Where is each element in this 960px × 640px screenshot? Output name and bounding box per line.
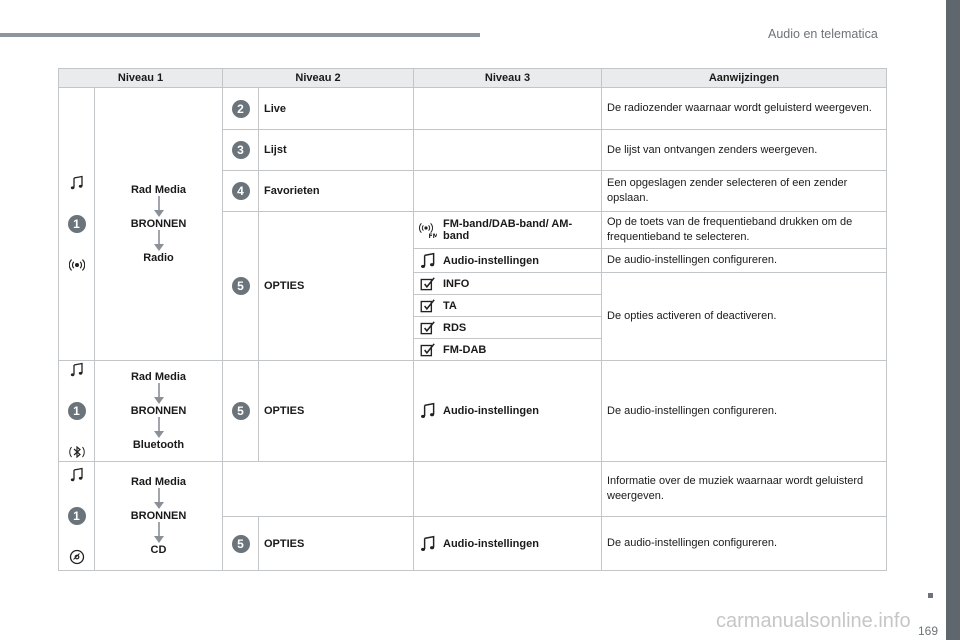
col-header-level3: Niveau 3 — [414, 69, 602, 88]
music-note-icon — [419, 402, 437, 420]
cd-icon — [69, 549, 85, 565]
level2-live: Live — [259, 88, 414, 130]
checkbox-icon — [419, 341, 437, 359]
step-badge-5: 5 — [232, 535, 250, 553]
level3-info: INFO — [443, 277, 470, 290]
badge-cell — [223, 361, 259, 462]
col-header-level1: Niveau 1 — [59, 69, 223, 88]
level2-opties: OPTIES — [259, 361, 414, 462]
flow-rad-media: Rad Media — [130, 184, 186, 196]
page-number: 169 — [917, 624, 938, 638]
level2-opties: OPTIES — [259, 212, 414, 361]
table-header-row — [59, 69, 887, 88]
level3-cell — [414, 249, 602, 273]
level3-cell — [414, 361, 602, 462]
note-info: Informatie over de muziek waarnaar wordt geluisterd weergeven. — [602, 462, 887, 517]
radio-icon — [69, 257, 85, 273]
level3-empty — [414, 171, 602, 212]
level2-favorieten: Favorieten — [259, 171, 414, 212]
level3-band: FM-band/DAB-band/ AM-band — [443, 218, 573, 242]
cd-flow — [95, 462, 223, 571]
col-header-notes: Aanwijzingen — [602, 69, 887, 88]
step-badge-1: 1 — [68, 507, 86, 525]
flow-bronnen: BRONNEN — [130, 218, 187, 230]
step-badge-5: 5 — [232, 277, 250, 295]
table-row — [59, 361, 887, 462]
level3-empty — [414, 462, 602, 517]
level3-ta: TA — [443, 299, 457, 312]
level3-audio: Audio-instellingen — [443, 254, 539, 267]
music-note-icon — [419, 535, 437, 553]
cd-level1-icons — [59, 462, 95, 571]
level3-empty — [414, 88, 602, 130]
right-edge-bar — [946, 0, 960, 640]
note-live: De radiozender waarnaar wordt geluisterd weergeven. — [602, 88, 887, 130]
fm-icon — [419, 221, 437, 239]
top-rule — [0, 33, 480, 37]
step-badge-4: 4 — [232, 182, 250, 200]
level2-empty — [223, 462, 414, 517]
arrow-down-icon — [152, 417, 166, 439]
level2-lijst: Lijst — [259, 130, 414, 171]
note-toggle: De opties activeren of deactiveren. — [602, 273, 887, 361]
radio-level1-icons — [59, 88, 95, 361]
music-note-icon — [69, 175, 85, 191]
level3-cell — [414, 317, 602, 339]
radio-flow — [95, 88, 223, 361]
step-badge-1: 1 — [68, 215, 86, 233]
flow-rad-media: Rad Media — [130, 371, 186, 383]
badge-cell — [223, 171, 259, 212]
level3-audio: Audio-instellingen — [443, 405, 539, 417]
checkbox-icon — [419, 319, 437, 337]
music-note-icon — [69, 362, 85, 378]
bt-level1-icons — [59, 361, 95, 462]
table-row — [59, 462, 887, 517]
checkbox-icon — [419, 297, 437, 315]
music-note-icon — [419, 252, 437, 270]
checkbox-icon — [419, 275, 437, 293]
arrow-down-icon — [152, 230, 166, 252]
menu-table — [58, 68, 887, 571]
flow-radio: Radio — [143, 252, 174, 264]
note-lijst: De lijst van ontvangen zenders weergeven. — [602, 130, 887, 171]
step-badge-3: 3 — [232, 141, 250, 159]
level3-cell — [414, 517, 602, 571]
note-favorieten: Een opgeslagen zender selecteren of een zender opslaan. — [602, 171, 887, 212]
note-band: Op de toets van de frequentieband drukken om de frequentieband te selecteren. — [602, 212, 887, 249]
music-note-icon — [69, 467, 85, 483]
flow-bronnen: BRONNEN — [130, 510, 187, 522]
level2-opties: OPTIES — [259, 517, 414, 571]
flow-rad-media: Rad Media — [130, 476, 186, 488]
step-badge-2: 2 — [232, 100, 250, 118]
note-audio: De audio-instellingen configureren. — [602, 249, 887, 273]
level3-cell — [414, 273, 602, 295]
badge-cell — [223, 212, 259, 361]
level3-empty — [414, 130, 602, 171]
col-header-level2: Niveau 2 — [223, 69, 414, 88]
bt-flow — [95, 361, 223, 462]
watermark: carmanualsonline.info — [716, 610, 911, 632]
arrow-down-icon — [152, 522, 166, 544]
page-dot — [928, 593, 933, 598]
level3-rds: RDS — [443, 321, 467, 334]
arrow-down-icon — [152, 488, 166, 510]
badge-cell — [223, 130, 259, 171]
arrow-down-icon — [152, 196, 166, 218]
section-title: Audio en telematica — [768, 27, 878, 41]
flow-bluetooth: Bluetooth — [132, 439, 185, 451]
level3-audio: Audio-instellingen — [443, 537, 539, 550]
level3-cell — [414, 212, 602, 249]
step-badge-1: 1 — [68, 402, 86, 420]
note-audio: De audio-instellingen configureren. — [602, 517, 887, 571]
step-badge-5: 5 — [232, 402, 250, 420]
flow-cd: CD — [150, 544, 167, 556]
badge-cell — [223, 517, 259, 571]
level3-cell — [414, 295, 602, 317]
flow-bronnen: BRONNEN — [130, 405, 187, 417]
badge-cell — [223, 88, 259, 130]
bluetooth-icon — [69, 444, 85, 460]
note-audio: De audio-instellingen configureren. — [602, 361, 887, 462]
table-row — [59, 88, 887, 130]
level3-fm-dab: FM-DAB — [443, 343, 487, 356]
arrow-down-icon — [152, 383, 166, 405]
level3-cell — [414, 339, 602, 361]
